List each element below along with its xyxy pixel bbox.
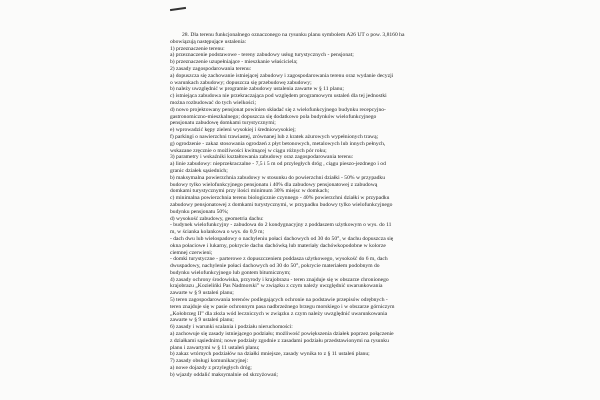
document-line: planu i zawartymi w § 11 ustaleń planu; [170, 344, 260, 351]
document-line: wskazane zręcznie o możliwości kwitnącej w ciągu różnych pór roku; [170, 147, 327, 154]
document-line: c) minimalna powierzchnia terenu biologicznie czynnego - 40% powierzchni działki w przypadku [170, 195, 390, 202]
document-line: b) należy uwzględnić w programie zabudowy ustalenia zawarte w § 11 planu; [170, 86, 344, 93]
document-line: „Kołobrzeg II” dla złoża wód leczniczych w związku z czym należy uwzględnić uwarunkowania [170, 310, 388, 317]
document-line: pensjonatu zabudowę domkami turystycznymi; [170, 120, 276, 127]
document-line: zawarte w § 9 ustaleń planu; [170, 290, 234, 297]
document-line: a) linie zabudowy: nieprzekraczalne - 7,5 i 5 m od przyległych dróg , ciągu pieszo-jezdnego i od [170, 161, 386, 168]
document-line: d) wysokość zabudowy, geometria dachu: [170, 215, 264, 222]
document-line: b) maksymalna powierzchnia zabudowy w stosunku do powierzchni działki - 50% w przypadku [170, 174, 385, 181]
document-line: budynku pensjonatu 50%; [170, 208, 229, 215]
document-line: 4) zasady ochrony środowiska, przyrody i krajobrazu - teren znajduje się w obszarze chronionego [170, 276, 389, 283]
document-line: e) wprowadzić kępy zieleni wysokiej i średniowysokiej; [170, 127, 296, 134]
document-line: 6) zasady i warunki scalania i podziału nieruchomości: [170, 324, 293, 331]
document-line: 28. Dla terenu funkcjonalnego oznaczonego na rysunku planu symbolem A26 UT o pow. 3,8160 ha [182, 32, 405, 38]
document-line: - domki turystyczne - parterowe z dopuszczeniem poddasza użytkowego, wysokość do 6 m, dach [170, 256, 388, 263]
document-line: budynku wielofunkcyjnego lub gontem bitumicznym; [170, 269, 291, 276]
document-line: okna połaciowe i lukarny, pokrycie dachu dachówką lub materiały dachówkopodobne w kolorze [170, 242, 386, 249]
document-line: 2) zasady zagospodarowania terenu: [170, 65, 252, 72]
document-line: a) zachowuje się zasady istniejącego podziału; możliwość powiększenia działek poprzez połączenie [170, 331, 394, 338]
document-line: dwuspadowy, nachylenie połaci dachowych od 30 do 50°, pokrycie materiałem podobnym do [170, 263, 380, 270]
document-line: c) istniejąca zabudowa nie przekraczająca pod względem programowym ustaleń dla tej jednostki [170, 93, 387, 100]
document-line: b) zakaz wtórnych podziałów na działki mniejsze, zasady wynika to z § 11 ustaleń planu; [170, 351, 370, 358]
pen-mark [170, 7, 186, 11]
document-line: budowy tylko wielofunkcyjnego pensjonatu i 40% dla zabudowy pensjonatowej z zabudową [170, 181, 378, 188]
document-line: 7) zasady obsługi komunikacyjnej: [170, 358, 249, 365]
document-line: m, w ścianka kolankowa o wys. do 0,9 m; [170, 229, 264, 236]
document-line: g) ogrodzenie - zakaz stosowania ogrodzeń z płyt betonowych, metalowych lub innych pełnych, [170, 140, 386, 147]
document-line: domkami turystycznymi przy ilości minimum 30% miejsc w domkach; [170, 188, 330, 195]
document-line: - budynek wielofunkcyjny - zabudowa do 2 kondygnacyjny z poddaszem użytkowym o wys. do 11 [170, 222, 392, 229]
document-line: d) nowo projektowany pensjonat powinien składać się z wielofunkcyjnego budynku recepcyjno- [170, 106, 386, 113]
document-line: f) parkingi o nawierzchni trawiastej, zrównanej lub z kratek ażurowych wypełnionych trawą; [170, 133, 379, 140]
document-line: - dach dwu lub wielospadowy o nachyleniu połaci dachowych od 30 do 50°, w dachu dopuszcza się [170, 235, 394, 242]
document-line: o warunkach zabudowy; dopuszcza się przebudowę zabudowy; [170, 79, 312, 86]
document-line: obowiązują następujące ustalenia: [170, 38, 247, 45]
document-text-block [170, 32, 448, 396]
document-line: zawarte w § 9 ustaleń planu; [170, 317, 234, 324]
document-line: można rozbudować do tych wielkości; [170, 99, 257, 106]
document-line: 5) teren zagospodarowania terenów podlegających ochronie na podstawie przepisów odrębnych - [170, 297, 388, 304]
document-line: zabudowy pensjonatowej z domkami turystycznymi, w przypadku budowy tylko wielofunkcyjnego [170, 201, 393, 208]
document-line: teren znajduje się w pasie ochronnym pasa nadbrzeżnego brzegu morskiego i w obszarze górniczym [170, 303, 395, 310]
document-line: b) przeznaczenie uzupełniające - mieszkanie właściciela; [170, 59, 298, 66]
document-line: gastronomiczno-mieszkalnego; dopuszcza się dodatkowo pola budynków wielofunkcyjnego [170, 113, 377, 120]
document-line: b) wjazdy oddalić maksymalnie od skrzyżowań; [170, 371, 278, 378]
document-line: granic działek sąsiednich; [170, 167, 228, 174]
document-line: a) nowe dojazdy z przyległych dróg; [170, 365, 252, 372]
document-line: ciemnej czerwieni; [170, 249, 213, 256]
document-line: 1) przeznaczenie terenu: [170, 45, 225, 52]
document-line: z działkami sąsiednimi; nowe podziały zgodnie z zasadami podziału przedstawionymi na rysunku [170, 337, 389, 344]
document-line: a) przeznaczenie podstawowe - tereny zabudowy usług turystycznych - pensjonat; [170, 52, 354, 59]
document-line: 3) parametry i wskaźniki kształtowania zabudowy oraz zagospodarowania terenu: [170, 154, 354, 161]
document-line: krajobrazu „Kozielińki Pas Nadmorski” w związku z czym należy uwzględnić uwarunkowania [170, 283, 383, 290]
document-line: a) dopuszcza się zachowanie istniejącej zabudowy i zagospodarowania terenu oraz wydanie decyzji [170, 72, 394, 79]
